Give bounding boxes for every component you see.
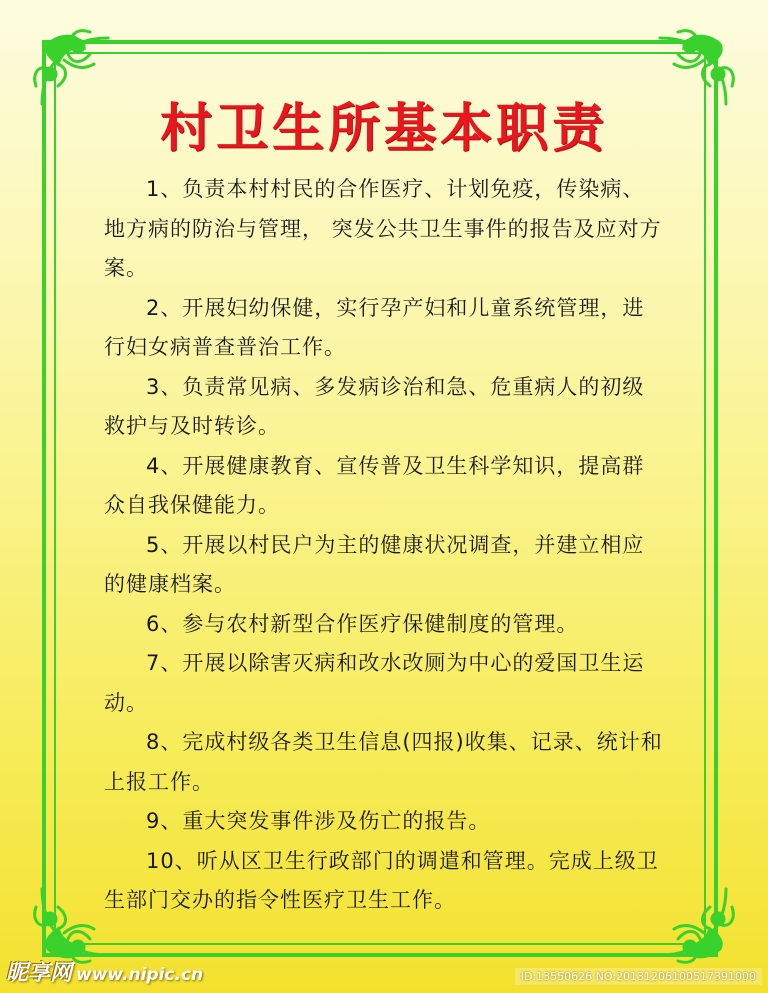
duty-paragraph-10: 10、听从区卫生行政部门的调遣和管理。完成上级卫生部门交办的指令性医疗卫生工作。 [104,848,659,912]
site-watermark [6,956,203,987]
duty-paragraph-2: 2、开展妇幼保健，实行孕产妇和儿童系统管理，进行妇女病普查普治工作。 [104,295,645,359]
duties-list [104,170,664,921]
duty-paragraph-8: 8、完成村级各类卫生信息(四报)收集、记录、统计和上报工作。 [104,730,663,794]
duty-paragraph-5: 5、开展以村民户为主的健康状况调查，并建立相应的健康档案。 [104,532,645,596]
duty-paragraph-7: 7、开展以除害灭病和改水改厕为中心的爱国卫生运动。 [104,651,645,715]
watermark-logo: 昵享网 [6,961,73,986]
poster-title: 村卫生所基本职责 [159,99,608,159]
watermark-url: www.nipic.cn [76,965,204,985]
watermark-id: ID:13550626 NO:20131206100517391000 [515,968,762,985]
duty-paragraph-9: 9、重大突发事件涉及伤亡的报告。 [146,809,491,833]
duty-paragraph-3: 3、负责常见病、多发病诊治和急、危重病人的初级救护与及时转诊。 [104,374,645,438]
duty-paragraph-1: 1、负责本村村民的合作医疗、计划免疫，传染病、地方病的防治与管理， 突发公共卫生事件的报告及应对方案。 [104,177,662,280]
duty-paragraph-6: 6、参与农村新型合作医疗保健制度的管理。 [146,611,579,636]
duty-paragraph-4: 4、开展健康教育、宣传普及卫生科学知识，提高群众自我保健能力。 [104,453,645,517]
